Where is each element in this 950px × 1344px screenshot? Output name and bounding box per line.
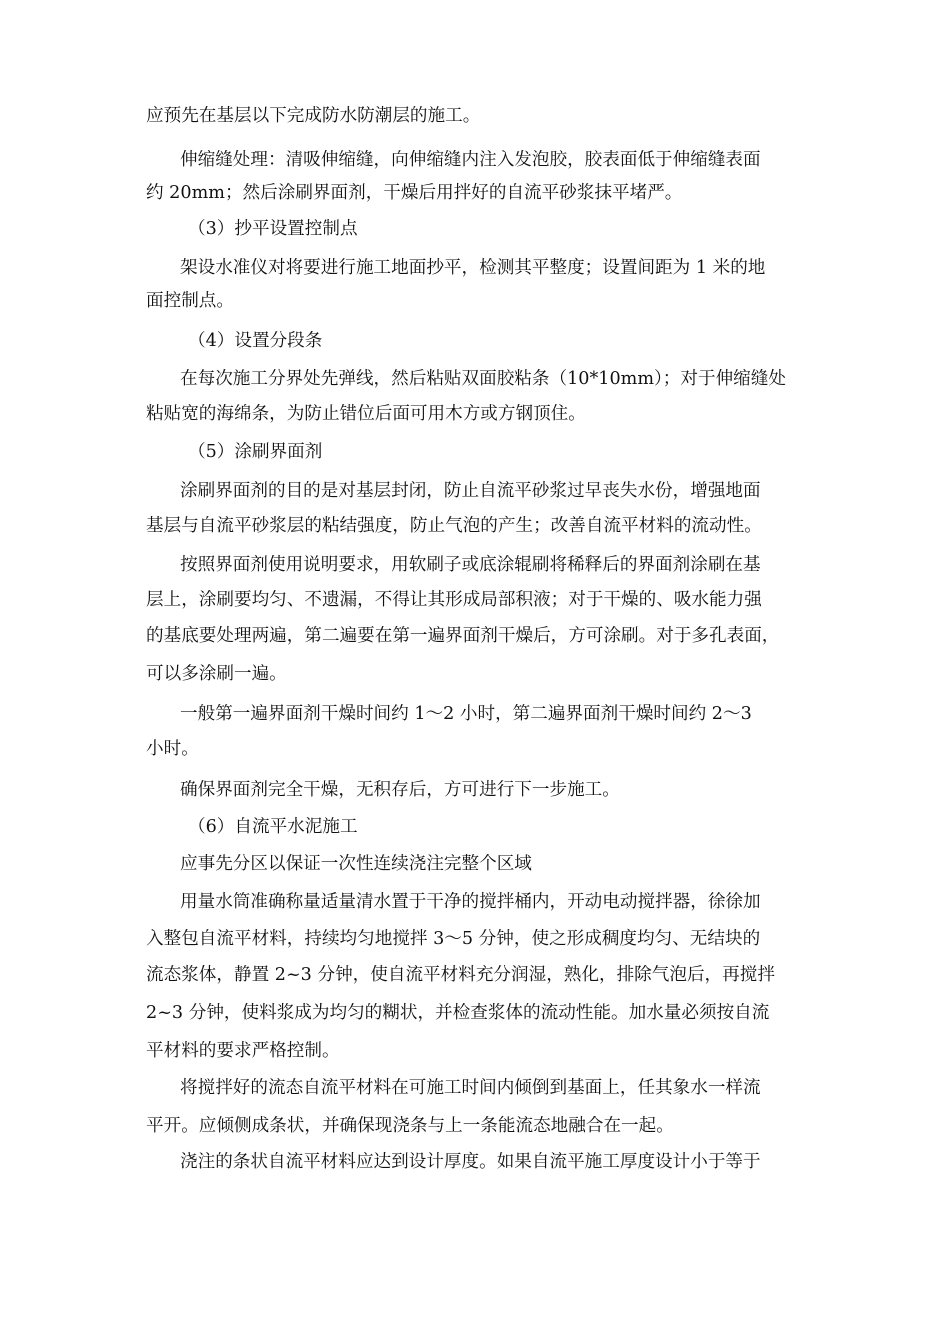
text-line: 粘贴宽的海绵条，为防止错位后面可用木方或方钢顶住。 <box>146 404 586 424</box>
text-line: 架设水准仪对将要进行施工地面抄平，检测其平整度；设置间距为 1 米的地 <box>180 258 766 278</box>
text-line: 一般第一遍界面剂干燥时间约 1～2 小时，第二遍界面剂干燥时间约 2～3 <box>180 704 752 724</box>
text-line: 流态浆体，静置 2~3 分钟，使自流平材料充分润湿，熟化，排除气泡后，再搅拌 <box>146 965 775 985</box>
text-line: 层上，涂刷要均匀、不遗漏，不得让其形成局部积液；对于干燥的、吸水能力强 <box>146 590 762 610</box>
text-line: 确保界面剂完全干燥，无积存后，方可进行下一步施工。 <box>180 780 620 800</box>
text-line: 平开。应倾侧成条状，并确保现浇条与上一条能流态地融合在一起。 <box>146 1116 674 1136</box>
text-line: 面控制点。 <box>146 291 234 311</box>
text-line: 应事先分区以保证一次性连续浇注完整个区域 <box>180 854 532 874</box>
section-heading: （3）抄平设置控制点 <box>188 219 358 239</box>
text-line: 小时。 <box>146 739 199 759</box>
text-line: 用量水筒准确称量适量清水置于干净的搅拌桶内，开动电动搅拌器，徐徐加 <box>180 892 761 912</box>
text-line: 约 20mm；然后涂刷界面剂，干燥后用拌好的自流平砂浆抹平堵严。 <box>146 183 683 203</box>
text-line: 入整包自流平材料，持续均匀地搅拌 3～5 分钟，使之形成稠度均匀、无结块的 <box>146 929 761 949</box>
section-heading: （4）设置分段条 <box>188 331 323 351</box>
text-line: 应预先在基层以下完成防水防潮层的施工。 <box>146 106 481 126</box>
text-line: 基层与自流平砂浆层的粘结强度，防止气泡的产生；改善自流平材料的流动性。 <box>146 516 762 536</box>
text-line: 伸缩缝处理：清吸伸缩缝，向伸缩缝内注入发泡胶，胶表面低于伸缩缝表面 <box>180 150 761 170</box>
text-line: 可以多涂刷一遍。 <box>146 664 287 684</box>
text-line: 2~3 分钟，使料浆成为均匀的糊状，并检查浆体的流动性能。加水量必须按自流 <box>146 1003 770 1023</box>
text-line: 按照界面剂使用说明要求，用软刷子或底涂辊刷将稀释后的界面剂涂刷在基 <box>180 555 761 575</box>
text-line: 的基底要处理两遍，第二遍要在第一遍界面剂干燥后，方可涂刷。对于多孔表面， <box>146 626 780 646</box>
text-line: 将搅拌好的流态自流平材料在可施工时间内倾倒到基面上，任其象水一样流 <box>180 1078 761 1098</box>
text-line: 平材料的要求严格控制。 <box>146 1041 340 1061</box>
section-heading: （6）自流平水泥施工 <box>188 817 358 837</box>
text-line: 涂刷界面剂的目的是对基层封闭，防止自流平砂浆过早丧失水份，增强地面 <box>180 481 761 501</box>
text-line: 在每次施工分界处先弹线，然后粘贴双面胶粘条（10*10mm）；对于伸缩缝处 <box>180 369 786 389</box>
text-line: 浇注的条状自流平材料应达到设计厚度。如果自流平施工厚度设计小于等于 <box>180 1152 761 1172</box>
section-heading: （5）涂刷界面剂 <box>188 442 323 462</box>
